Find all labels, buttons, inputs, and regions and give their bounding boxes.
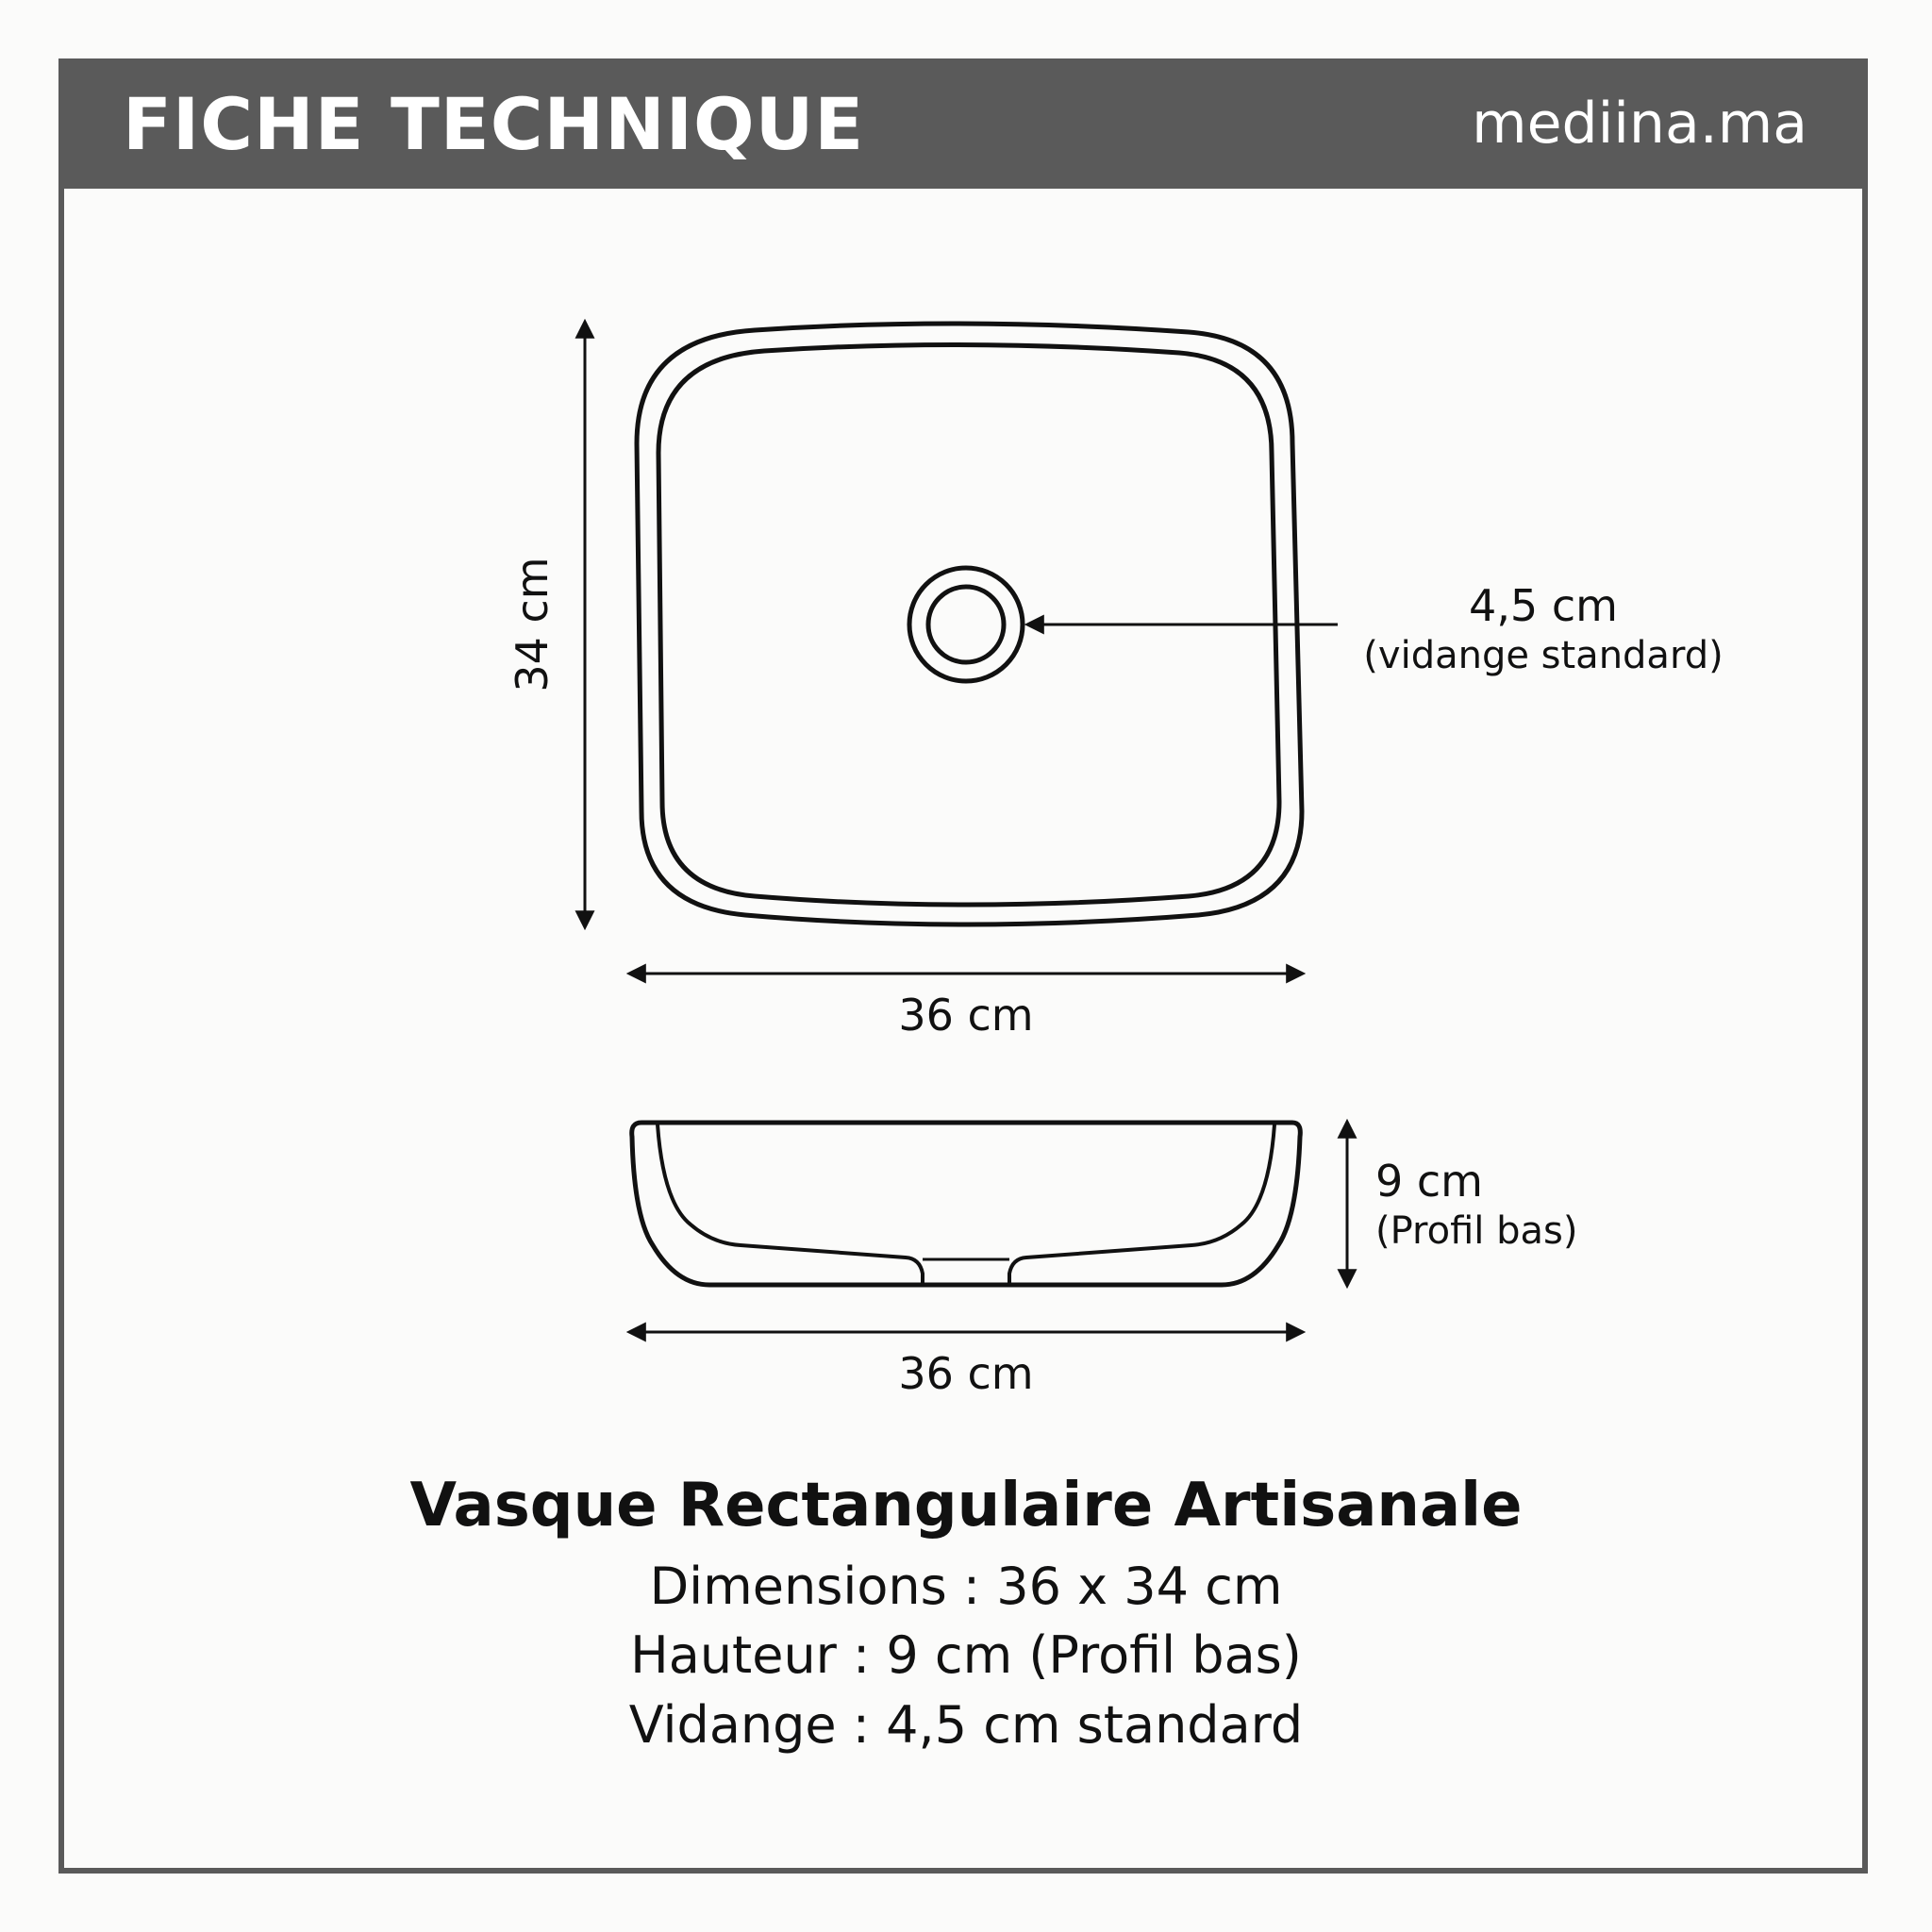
- spec-dimensions: Dimensions : 36 x 34 cm: [649, 1556, 1283, 1616]
- top-width-label: 36 cm: [898, 990, 1034, 1041]
- website-label: mediina.ma: [1472, 91, 1807, 157]
- top-height-label: 34 cm: [507, 557, 558, 692]
- basin-profile-inner-right: [1009, 1124, 1274, 1283]
- product-title: Vasque Rectangulaire Artisanale: [409, 1471, 1523, 1541]
- drain-note-label: (vidange standard): [1363, 634, 1724, 677]
- spec-height: Hauteur : 9 cm (Profil bas): [630, 1625, 1302, 1686]
- drain-inner-ring: [928, 587, 1004, 662]
- side-width-label: 36 cm: [898, 1348, 1034, 1399]
- top-view: [507, 323, 1724, 1041]
- side-height-label: 9 cm: [1375, 1156, 1483, 1207]
- basin-profile-inner: [658, 1124, 923, 1283]
- drain-size-label: 4,5 cm: [1469, 580, 1618, 631]
- sheet-title: FICHE TECHNIQUE: [123, 82, 865, 166]
- product-info: [0, 1470, 1932, 1759]
- spec-drain: Vidange : 4,5 cm standard: [628, 1694, 1304, 1755]
- side-height-note: (Profil bas): [1375, 1209, 1578, 1253]
- side-view: [630, 1123, 1577, 1399]
